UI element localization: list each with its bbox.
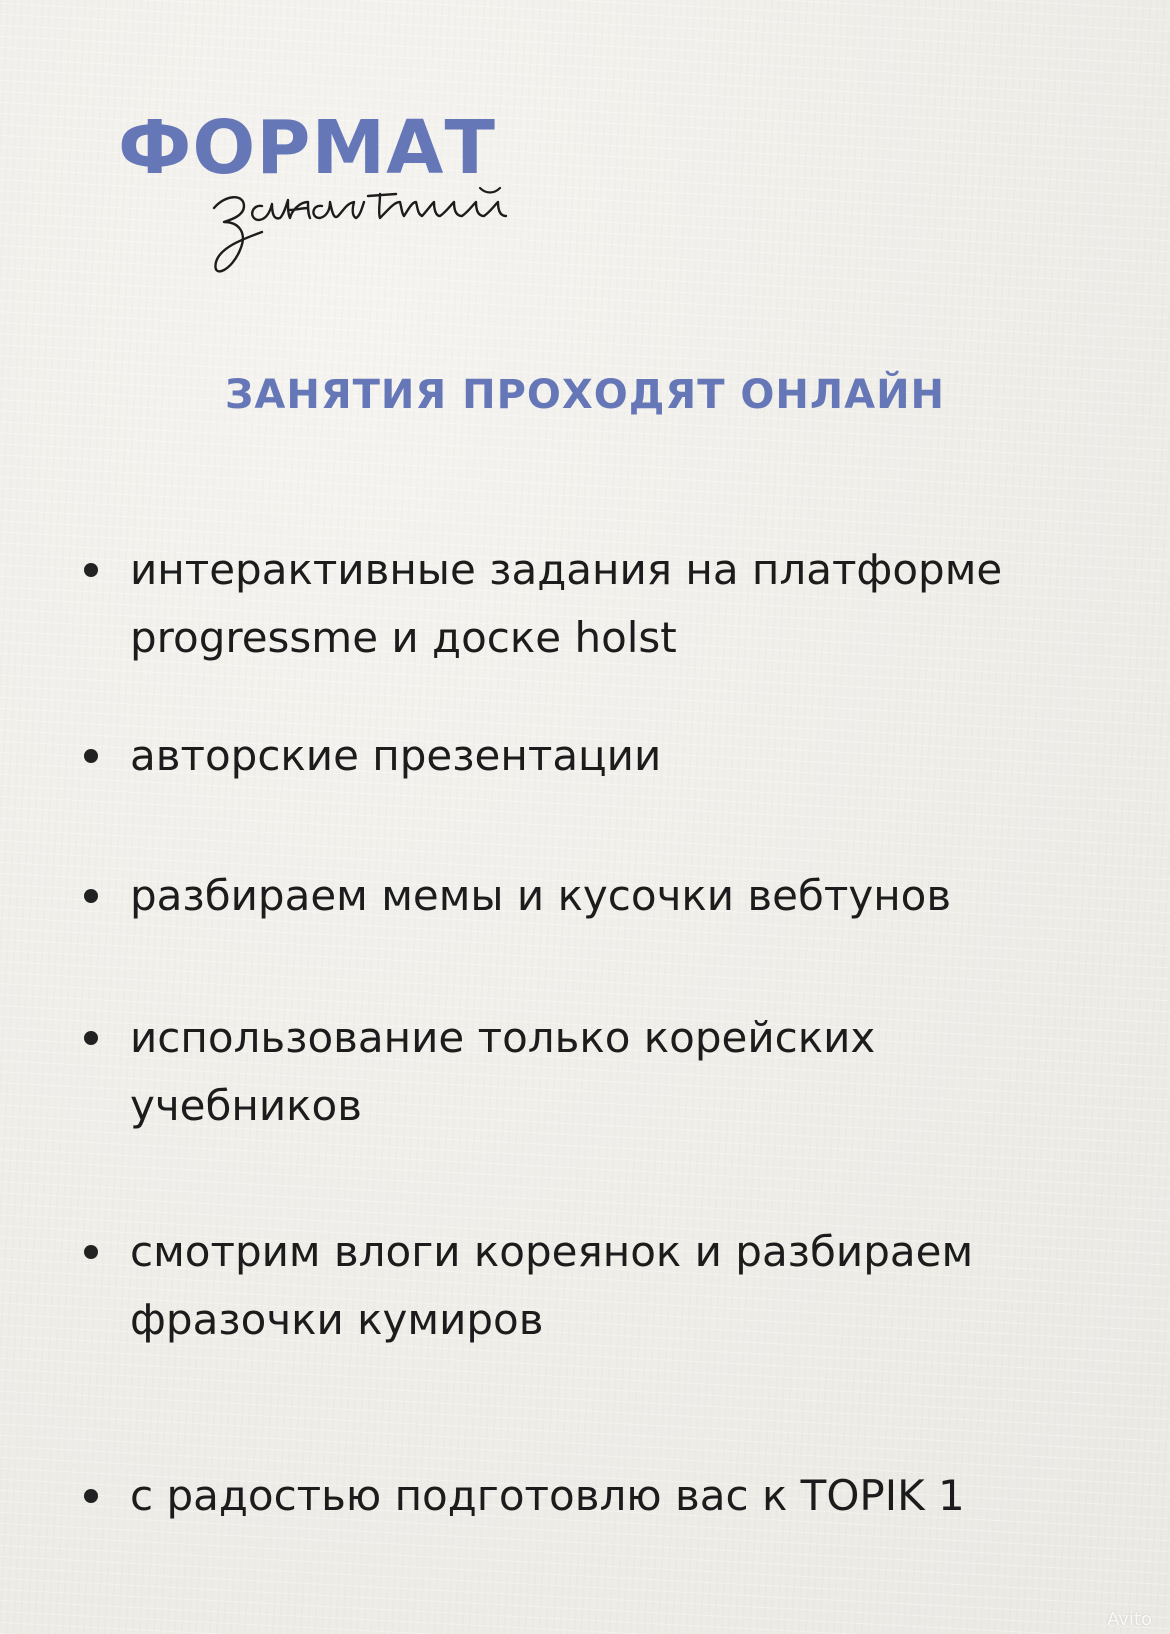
bullet-icon [84, 1245, 98, 1259]
list-item-text: интерактивные задания на платформе progressme и доске holst [130, 545, 1003, 662]
section-heading-online: ЗАНЯТИЯ ПРОХОДЯТ ОНЛАЙН [224, 372, 946, 418]
title-block [118, 105, 578, 288]
avito-watermark: Avito [1107, 1609, 1152, 1630]
list-item-text: с радостью подготовлю вас к TOPIK 1 [130, 1471, 965, 1520]
bullet-icon [84, 1031, 98, 1045]
bullet-icon [84, 889, 98, 903]
list-item-text: авторские презентации [130, 731, 662, 780]
bullet-icon [84, 563, 98, 577]
bullet-icon [84, 1489, 98, 1503]
handwritten-subtitle-zanyatiy [204, 166, 564, 296]
bullet-icon [84, 749, 98, 763]
page-title: ФОРМАТ [118, 105, 496, 191]
list-item-text: использование только корейских учебников [130, 1013, 876, 1130]
list-item-text: разбираем мемы и кусочки вебтунов [130, 871, 952, 920]
list-item-text: смотрим влоги кореянок и разбираем фразочки кумиров [130, 1227, 974, 1344]
